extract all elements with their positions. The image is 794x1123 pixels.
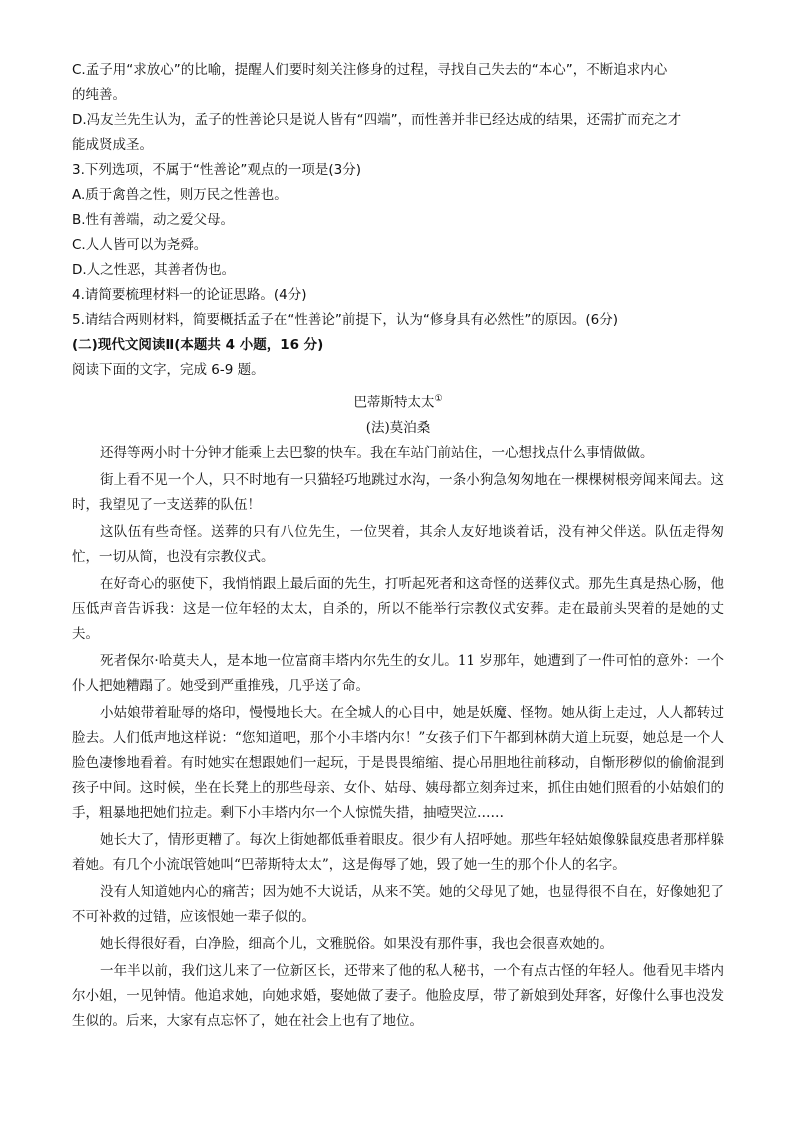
option-c-line2: 的纯善。 bbox=[72, 87, 126, 103]
option-d-line2: 能成贤成圣。 bbox=[72, 137, 153, 153]
story-author: (法)莫泊桑 bbox=[365, 419, 431, 436]
section-instruction: 阅读下面的文字，完成 6-9 题。 bbox=[72, 362, 265, 378]
question-4: 4.请简要梳理材料一的论证思路。(4分) bbox=[72, 287, 307, 303]
story-paragraph: 还得等两小时十分钟才能乘上去巴黎的快车。我在车站门前站住，一心想找点什么事情做做。 bbox=[100, 444, 654, 461]
option-c-line1: C.孟子用“求放心”的比喻，提醒人们要时刻关注修身的过程，寻找自己失去的“本心”，不断追求内心 bbox=[72, 62, 668, 78]
story-title-text: 巴蒂斯特太太 bbox=[353, 394, 435, 411]
exam-page bbox=[72, 58, 724, 1036]
story-paragraph: 小姑娘带着耻辱的烙印，慢慢地长大。在全城人的心目中，她是妖魔、怪物。她从街上走过，人人都转过脸去。人们低声地这样说：“您知道吧，那个小丰塔内尔！”女孩子们下午都到林荫大道上玩耍，她总是一个人脸色凄惨地看着。有时她实在想跟她们一起玩，于是畏畏缩缩、提心吊胆地往前移动，自惭形秽似的偷偷混到孩子中间。这时候，坐在长凳上的那些母亲、女仆、姑母、姨母都立刻奔过来，抓住由她们照看的小姑娘们的手，粗暴地把她们拉走。剩下小丰塔内尔一个人惊慌失措，抽噎哭泣…… bbox=[72, 704, 724, 821]
story-title bbox=[72, 387, 724, 416]
question-3-option-d: D.人之性恶，其善者伪也。 bbox=[72, 262, 236, 278]
story-paragraph: 这队伍有些奇怪。送葬的只有八位先生，一位哭着，其余人友好地谈着话，没有神父伴送。队伍走得匆忙，一切从简，也没有宗教仪式。 bbox=[72, 523, 724, 565]
story-paragraph: 没有人知道她内心的痛苦；因为她不大说话，从来不笑。她的父母见了她，也显得很不自在，好像她犯了不可补救的过错，应该恨她一辈子似的。 bbox=[72, 883, 724, 925]
section-heading: (二)现代文阅读Ⅱ(本题共 4 小题，16 分) bbox=[72, 337, 324, 353]
story-paragraph: 死者保尔·哈莫夫人，是本地一位富商丰塔内尔先生的女儿。11 岁那年，她遭到了一件可怕的意外：一个仆人把她糟蹋了。她受到严重推残，几乎送了命。 bbox=[72, 652, 724, 694]
story-paragraph: 她长得很好看，白净脸，细高个儿，文雅脱俗。如果没有那件事，我也会很喜欢她的。 bbox=[100, 935, 613, 952]
option-d-line1: D.冯友兰先生认为，孟子的性善论只是说人皆有“四端”，而性善并非已经达成的结果，还需扩而充之才 bbox=[72, 112, 682, 128]
story-paragraph: 她长大了，情形更糟了。每次上街她都低垂着眼皮。很少有人招呼她。那些年轻姑娘像躲鼠疫患者那样躲着她。有几个小流氓管她叫“巴蒂斯特太太”，这是侮辱了她，毁了她一生的那个仆人的名字。 bbox=[72, 831, 724, 873]
question-3-option-b: B.性有善端，动之爱父母。 bbox=[72, 212, 235, 228]
footnote-marker: ① bbox=[434, 394, 443, 404]
story-paragraph: 街上看不见一个人，只不时地有一只猫轻巧地跳过水沟，一条小狗急匆匆地在一棵棵树根旁闻来闻去。这时，我望见了一支送葬的队伍！ bbox=[72, 471, 724, 513]
question-5: 5.请结合两则材料，简要概括孟子在“性善论”前提下，认为“修身具有必然性”的原因。(6分) bbox=[72, 312, 618, 328]
story-paragraph: 在好奇心的驱使下，我悄悄跟上最后面的先生，打听起死者和这奇怪的送葬仪式。那先生真是热心肠，他压低声音告诉我：这是一位年轻的太太，自杀的，所以不能举行宗教仪式安葬。走在最前头哭着的是她的丈夫。 bbox=[72, 575, 724, 642]
question-3-stem: 3.下列选项，不属于“性善论”观点的一项是(3分) bbox=[72, 162, 361, 178]
story-paragraph: 一年半以前，我们这儿来了一位新区长，还带来了他的私人秘书，一个有点古怪的年轻人。他看见丰塔内尔小姐，一见钟情。他追求她，向她求婚，娶她做了妻子。他脸皮厚，带了新娘到处拜客，好像什么事也没发生似的。后来，大家有点忘怀了，她在社会上也有了地位。 bbox=[72, 962, 724, 1029]
question-3-option-c: C.人人皆可以为尧舜。 bbox=[72, 237, 208, 253]
story-body bbox=[72, 441, 724, 1034]
question-3-option-a: A.质于禽兽之性，则万民之性善也。 bbox=[72, 187, 288, 203]
